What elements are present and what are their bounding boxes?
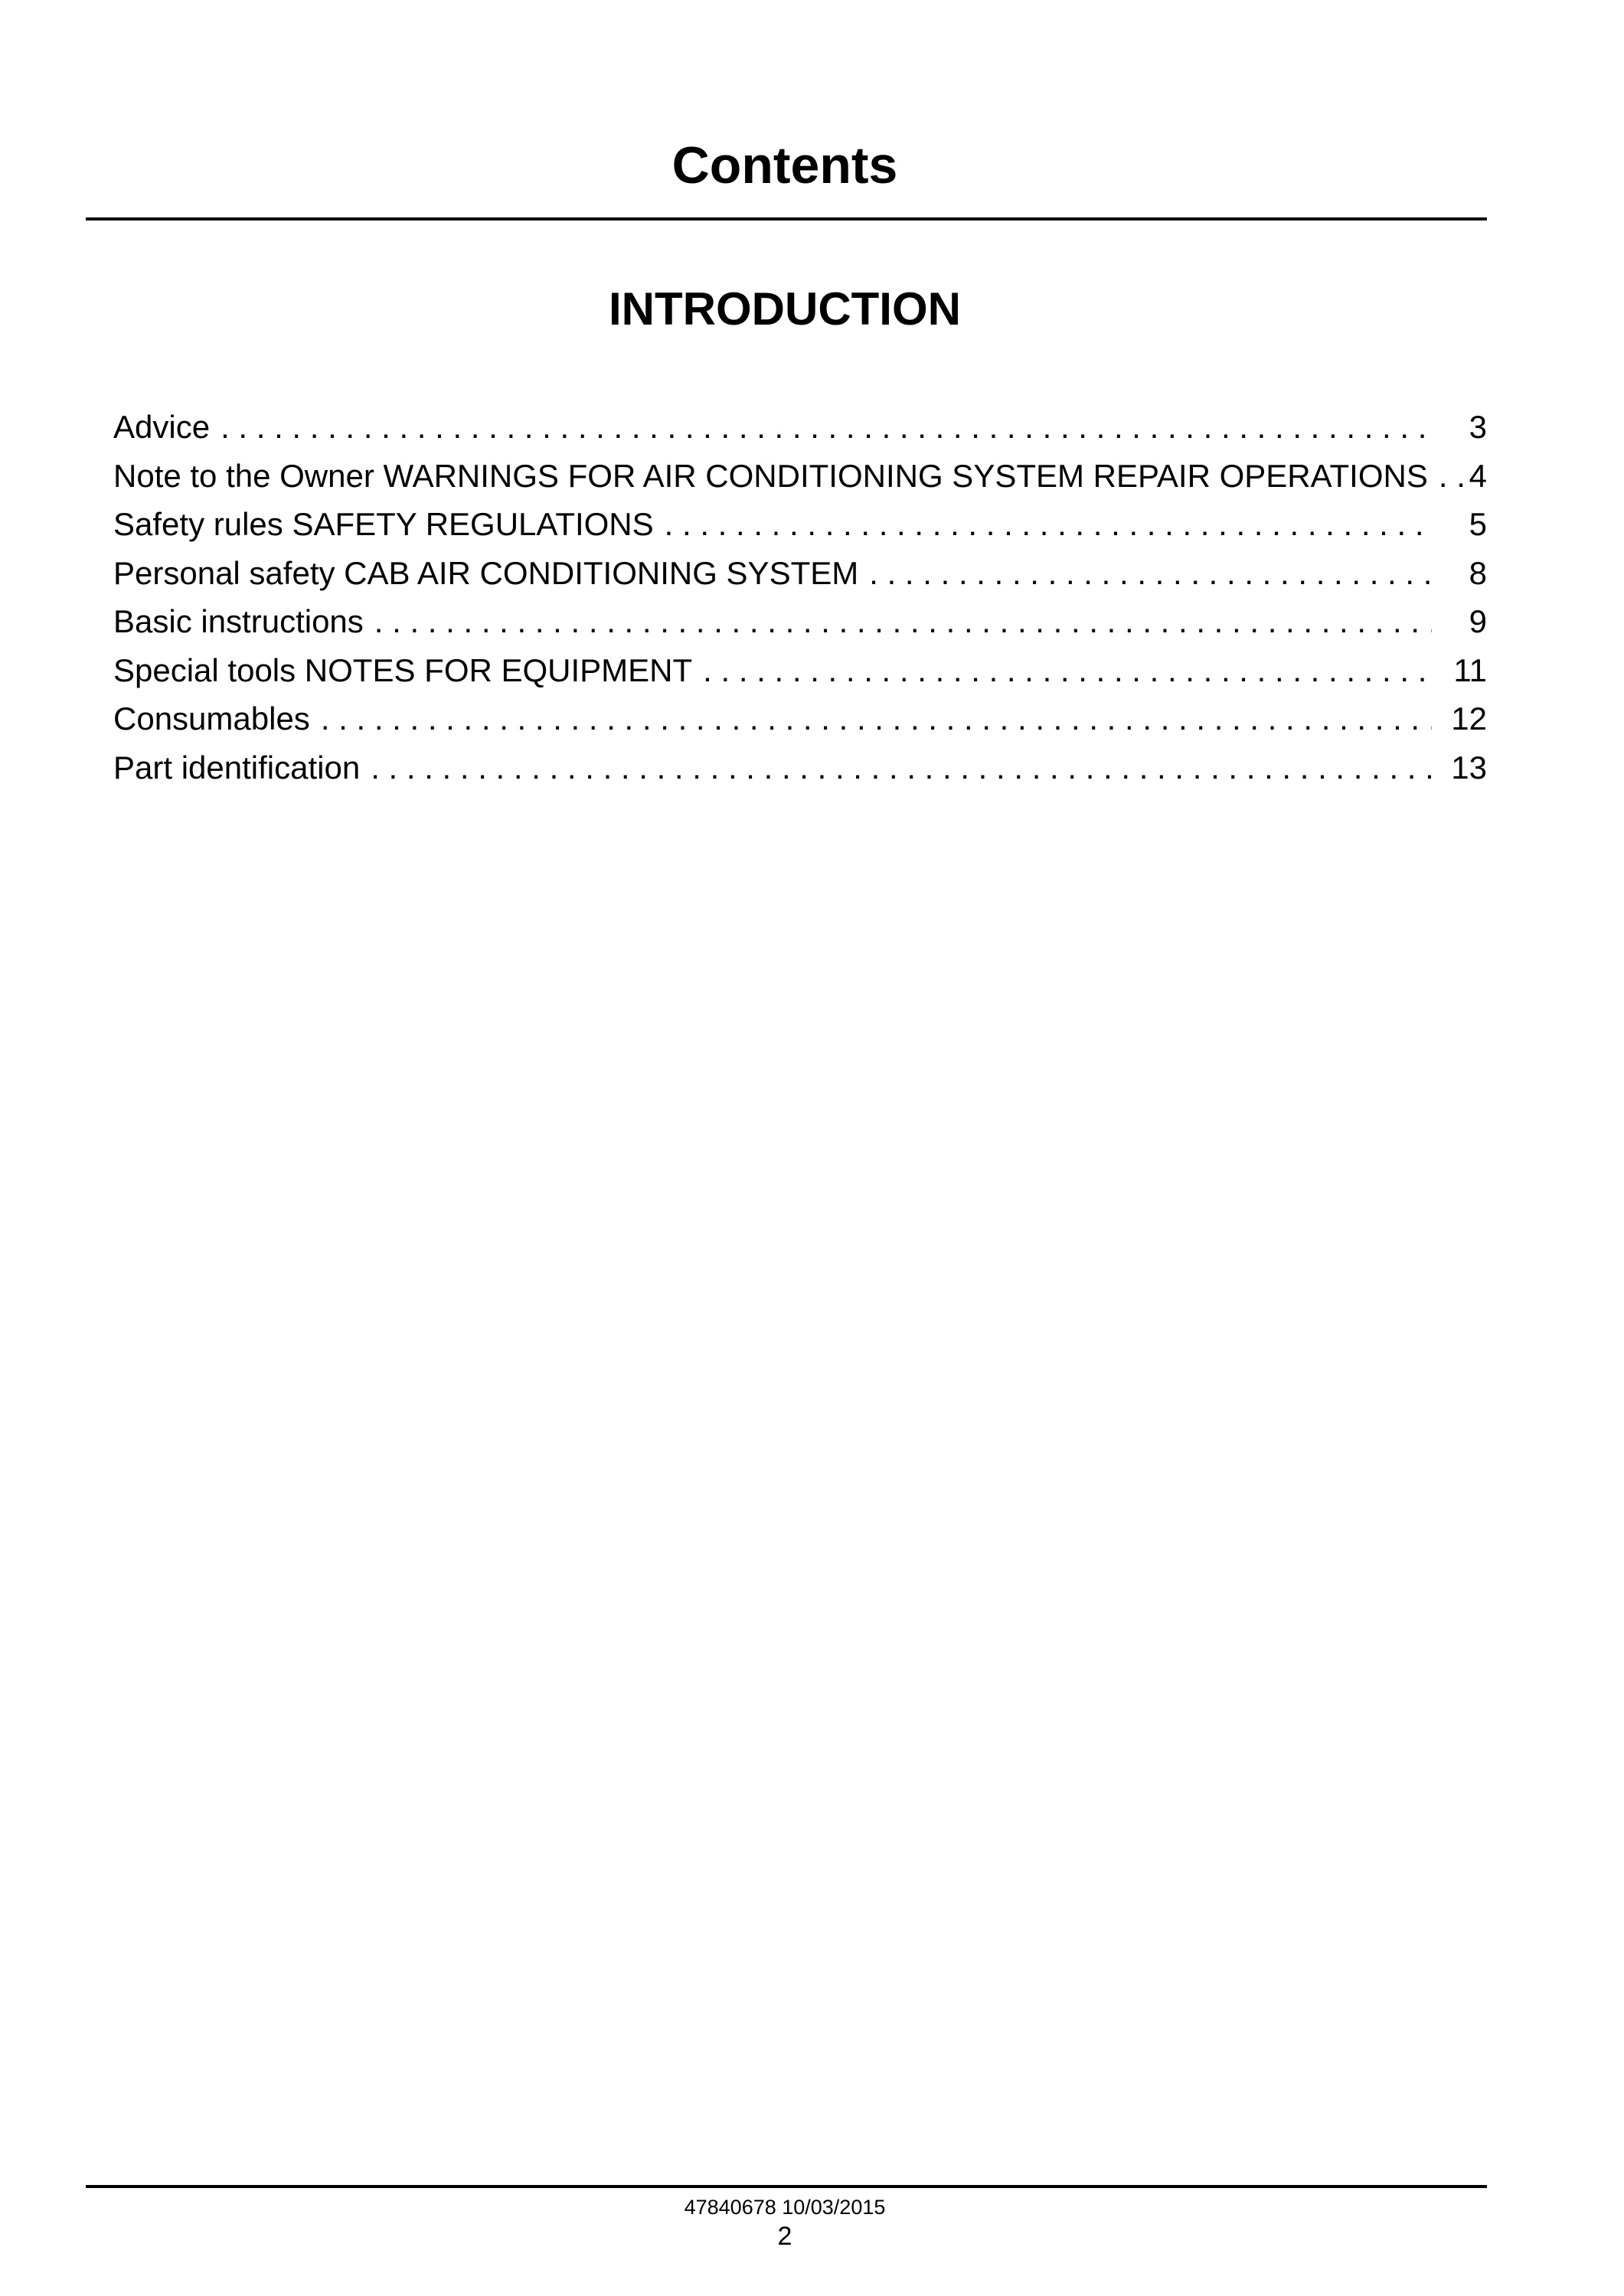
toc-entry-label: Note to the Owner WARNINGS FOR AIR CONDITIONING SYSTEM REPAIR OPERATIONS: [113, 457, 1428, 494]
toc-entry-label: Basic instructions: [113, 603, 364, 639]
toc-leader-dots: [869, 549, 1432, 598]
toc-entry-label: Safety rules SAFETY REGULATIONS: [113, 506, 654, 542]
toc-leader-dots: [665, 500, 1432, 549]
toc-leader-dots: [703, 646, 1432, 695]
top-divider: [86, 217, 1487, 220]
toc-entry-label: Special tools NOTES FOR EQUIPMENT: [113, 652, 693, 688]
toc-leader-dots: [221, 403, 1432, 452]
toc-leader-dots: [1439, 452, 1463, 501]
page-title: Contents: [671, 136, 898, 194]
toc-entry-advice[interactable]: [113, 403, 1487, 452]
toc-entry-special-tools[interactable]: [113, 646, 1487, 695]
toc-entry-label: Advice: [113, 409, 211, 445]
toc-entry-label: Consumables: [113, 701, 310, 736]
toc-entry-consumables[interactable]: [113, 694, 1487, 743]
toc-entry-page: 9: [1469, 603, 1487, 639]
toc-entry-part-identification[interactable]: [113, 743, 1487, 792]
section-title: INTRODUCTION: [609, 283, 961, 335]
toc-entry-note-to-owner[interactable]: [113, 452, 1487, 501]
toc-entry-page: 4: [1469, 457, 1487, 494]
toc-leader-dots: [321, 694, 1432, 743]
toc-entry-page: 5: [1469, 506, 1487, 542]
toc-entry-basic-instructions[interactable]: [113, 597, 1487, 646]
table-of-contents: [113, 403, 1487, 792]
toc-entry-page: 13: [1451, 749, 1487, 785]
toc-leader-dots: [371, 743, 1432, 792]
toc-entry-page: 3: [1469, 409, 1487, 445]
bottom-divider: [86, 2185, 1487, 2188]
footer-page-number: 2: [777, 2222, 792, 2251]
toc-entry-label: Personal safety CAB AIR CONDITIONING SYSTEM: [113, 554, 859, 591]
toc-entry-page: 8: [1469, 554, 1487, 591]
toc-entry-page: 11: [1453, 652, 1487, 688]
toc-entry-page: 12: [1451, 701, 1487, 736]
toc-leader-dots: [374, 597, 1432, 646]
toc-entry-label: Part identification: [113, 749, 361, 785]
toc-entry-personal-safety[interactable]: [113, 549, 1487, 598]
footer-document-reference: 47840678 10/03/2015: [684, 2196, 886, 2219]
toc-entry-safety-rules[interactable]: [113, 500, 1487, 549]
